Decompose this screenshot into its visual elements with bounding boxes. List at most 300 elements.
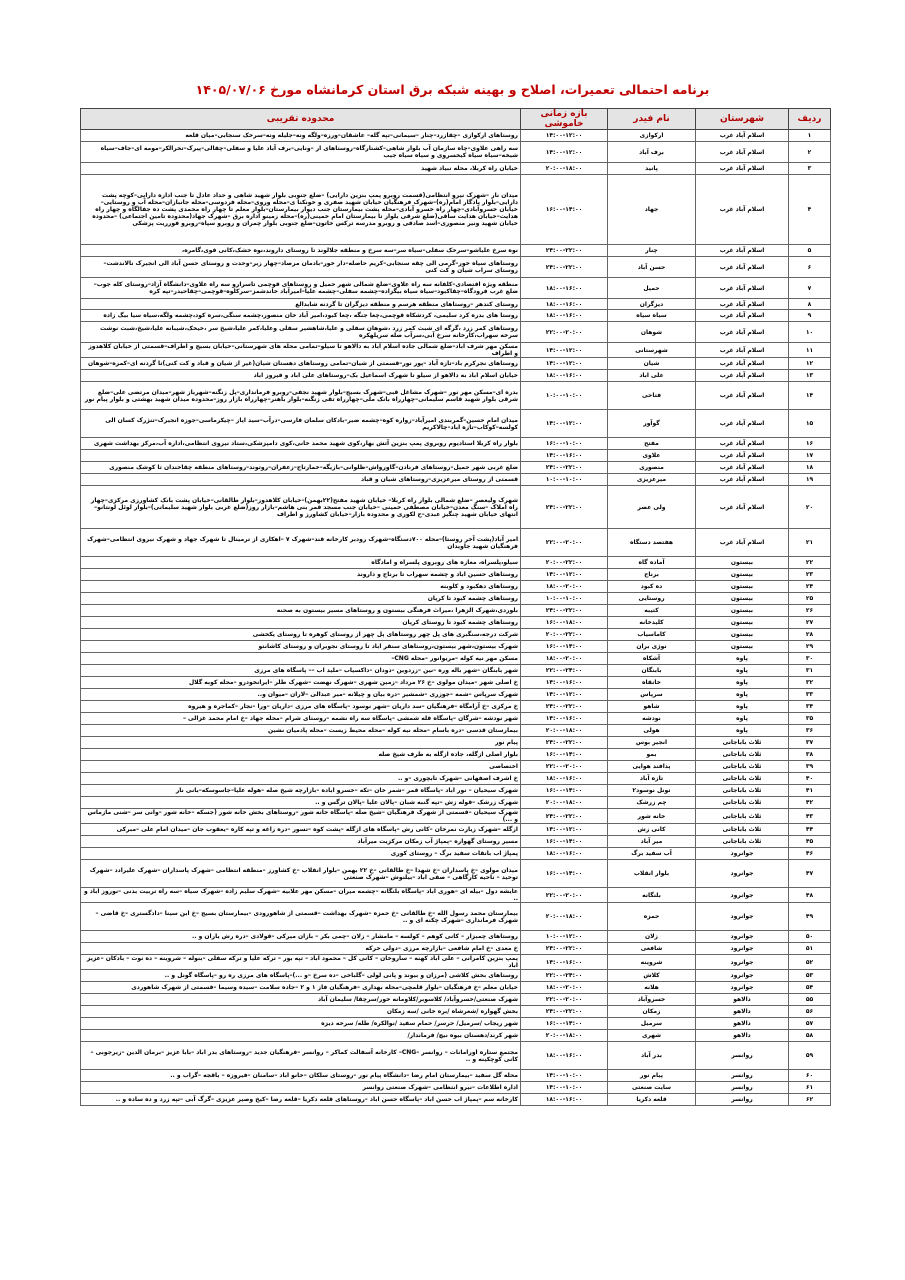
feeder-cell: زلان: [608, 931, 696, 943]
area-cell: مجتمع ستاره اورامانات – روانسر –CNG– کارخانه آسفالت کماکر – روانسر –فرهنگیان جدید –روستاهای بدر اباد –بابا عزیز –برمان الدین –زیرجوبی –کانی کوچکینه و ..: [81, 1042, 521, 1070]
area-cell: خیابان اسلام اباد به دالاهو از سیلو تا شهرک اسماعیل بک–روستاهای علی اباد و فیروز اباد: [81, 370, 521, 382]
feeder-cell: شوهان: [608, 322, 696, 343]
row-number-cell: ۵: [789, 245, 831, 257]
city-cell: اسلام آباد غرب: [696, 257, 789, 278]
time-cell: ۲۰:۰۰-۲۲:۰۰: [521, 557, 608, 569]
row-number-cell: ۴۷: [789, 860, 831, 888]
feeder-cell: بمو: [608, 749, 696, 761]
table-row: [81, 677, 831, 689]
area-cell: روستای کندهر –روستاهای منطقه هرسم و منطقه دیزگران تا گردنه شابدالغ: [81, 299, 521, 310]
table-row: [81, 278, 831, 299]
table-row: [81, 761, 831, 773]
time-cell: ۱۸:۰۰-۱۶:۰۰: [521, 848, 608, 860]
feeder-cell: تونل نوسود۲: [608, 785, 696, 797]
feeder-cell: جهاد: [608, 175, 696, 245]
time-cell: ۲۰:۰۰-۱۸:۰۰: [521, 797, 608, 809]
feeder-cell: هولی: [608, 725, 696, 737]
city-cell: اسلام آباد غرب: [696, 343, 789, 358]
time-cell: ۱۴:۰۰-۱۲:۰۰: [521, 824, 608, 836]
area-cell: مسکن مهر نیه کوله –مریوانور –محله CNG–: [81, 653, 521, 665]
row-number-cell: ۵۱: [789, 943, 831, 955]
row-number-cell: ۴۴: [789, 824, 831, 836]
row-number-cell: ۴۹: [789, 903, 831, 931]
outage-table: [80, 108, 831, 1106]
city-cell: بیستون: [696, 581, 789, 593]
table-row: [81, 701, 831, 713]
table-row: [81, 299, 831, 310]
time-cell: ۲۴:۰۰-۲۲:۰۰: [521, 1006, 608, 1018]
table-row: [81, 358, 831, 370]
area-cell: خ اشرف اصفهانی –شهرک تابچوری –و ..: [81, 773, 521, 785]
feeder-cell: میر آباد: [608, 836, 696, 848]
table-row: [81, 1030, 831, 1042]
area-cell: اداره اطلاعات –نیرو انتظامی –شهرک صنعتی روانسر: [81, 1082, 521, 1094]
table-row: [81, 1006, 831, 1018]
area-cell: محله گل سفید –بیمارستان امام رضا –دانشگاه پیام نور –روستای سلکان –خانو اباد –سامنان –فیروزه – باقجه –گراب و ..: [81, 1070, 521, 1082]
feeder-cell: تازه آباد: [608, 773, 696, 785]
city-cell: پاوه: [696, 701, 789, 713]
city-cell: بیستون: [696, 629, 789, 641]
table-row: [81, 943, 831, 955]
row-number-cell: ۴۱: [789, 785, 831, 797]
area-cell: کارخانه سم –پمپاژ اب حسن اباد –پاسگاه حسن اباد –روستاهای قلعه دکریا –قلعه رضا –کیخ وصیر عزیزی –گرگ آبی –تپه زرد و ده ساده و ..: [81, 1094, 521, 1106]
time-cell: ۱۴:۰۰-۱۶:۰۰: [521, 955, 608, 970]
city-cell: پاوه: [696, 653, 789, 665]
table-row: [81, 785, 831, 797]
feeder-cell: بلنگانه: [608, 888, 696, 903]
city-cell: اسلام آباد غرب: [696, 486, 789, 529]
table-row: [81, 860, 831, 888]
area-cell: خ معدی –خ امام شافعی –بازارچه مرزی –دولی خرکه: [81, 943, 521, 955]
time-cell: ۲۲:۰۰-۲۴:۰۰: [521, 970, 608, 982]
time-cell: ۱۸:۰۰-۲۰:۰۰: [521, 982, 608, 994]
time-cell: ۲۴:۰۰-۲۲:۰۰: [521, 245, 608, 257]
feeder-cell: شهرستانی: [608, 343, 696, 358]
table-row: [81, 175, 831, 245]
feeder-cell: سایت صنعتی: [608, 1082, 696, 1094]
header-row-num: ردیف: [789, 109, 831, 130]
area-cell: عایشه دول –بیله ای –هوری اباد –پاسگاه بلنگانه –چشمه میران –مسکن مهر علابیه –شهرک سلیم زاده –شهرک سیاه –سه راه تربیت بدنی –نوروز اباد و ..: [81, 888, 521, 903]
table-row: [81, 474, 831, 486]
area-cell: روستاهای حسین اباد و چشمه سهراب تا برناج و داروند: [81, 569, 521, 581]
area-cell: بدره ای–مسکن مهر نور –شهرک مشاغل قبی–شهرک بسیج–بلوار شهید نجفی–روبرو فرمانداری–پل زنگنه–شهرباز شهر–میدان مرتضی علی–ضلع شرقی بلوار شهید قاسم سلیمانی–چهارراه بانک ملی–چهارراه تقی زنگنه–بلوار باهنر–چهارراه بازار روز–محدوده میدان شهید بهشتی و بلوار پیام نور: [81, 382, 521, 410]
table-row: [81, 557, 831, 569]
feeder-cell: کلیدخانه: [608, 617, 696, 629]
time-cell: ۲۴:۰۰-۲۲:۰۰: [521, 701, 608, 713]
row-number-cell: ۳۴: [789, 701, 831, 713]
time-cell: ۲۴:۰۰-۲۲:۰۰: [521, 737, 608, 749]
city-cell: ثلاث باباجانی: [696, 785, 789, 797]
area-cell: بلوردی،شهرک الزهرا ،میراث فرهنگی بیستون و روستاهای مسیر بیستون به صحنه: [81, 605, 521, 617]
table-row: [81, 617, 831, 629]
feeder-cell: ده کبود: [608, 581, 696, 593]
table-row: [81, 322, 831, 343]
table-row: [81, 903, 831, 931]
area-cell: روستاهای چمبزار – کانی کوهم – کولسه – مامشار – زلان –چمی بکر – بازان میرکی –قولادی –دره رش یاران و ..: [81, 931, 521, 943]
area-cell: شهرک سرپاس –شمه –جوزری –شمشیر –دره بیان و چیلانه –میر عبدالی –لاران –میوان و..: [81, 689, 521, 701]
row-number-cell: ۱۸: [789, 462, 831, 474]
area-cell: روستاهای سیاه خور–گرمی الی چقه سنجابی–کریم حاصله–دار خور–بادمان مرصاد–چهار زبر–وحدت و روستای حسن آباد الی انجیرک نالاندشت–روستای سراب شیان و کت کنی: [81, 257, 521, 278]
row-number-cell: ۲: [789, 142, 831, 163]
row-number-cell: ۵۶: [789, 1006, 831, 1018]
row-number-cell: ۱۴: [789, 382, 831, 410]
row-number-cell: ۳۶: [789, 725, 831, 737]
table-row: [81, 142, 831, 163]
table-row: [81, 737, 831, 749]
feeder-cell: علاوی: [608, 450, 696, 462]
area-cell: خیابان راه کربلا، محله نبیاد شهید: [81, 163, 521, 175]
area-cell: نوه سرخ علیاشو–سرخک سفلی–سیاه سر–سه سرخ و منطقه جلالوند تا روستای داروند،نوه خشک،کانی قوی،گامره،: [81, 245, 521, 257]
row-number-cell: ۶۲: [789, 1094, 831, 1106]
row-number-cell: ۳۸: [789, 749, 831, 761]
time-cell: ۱۶:۰۰-۱۴:۰۰: [521, 175, 608, 245]
city-cell: اسلام آباد غرب: [696, 450, 789, 462]
time-cell: ۲۲:۰۰-۲۰:۰۰: [521, 761, 608, 773]
area-cell: شهر نودشه –شرگان –پاسگاه قله شمشی –پاسگاه سه راه نشمه –روستای شرام –محله جهاد –خ امام محمد غزالی –: [81, 713, 521, 725]
feeder-cell: خسروآباد: [608, 994, 696, 1006]
city-cell: اسلام آباد غرب: [696, 299, 789, 310]
area-cell: ازگله –شهرک زیارت نمرخان –کانی رش –پاسگاه های ازگله –پشت کوه –تسور –دره زاغه و تپه کاره –یعقوب جان –میدان امام علی –مبرکی: [81, 824, 521, 836]
time-cell: ۱۴:۰۰-۱۶:۰۰: [521, 450, 608, 462]
time-cell: ۲۰:۰۰-۱۸:۰۰: [521, 725, 608, 737]
city-cell: ثلاث باباجانی: [696, 797, 789, 809]
area-cell: بلوار اصلی ازگله، جاده ازگله به طرف شیخ صله: [81, 749, 521, 761]
area-cell: شهرک سیحیان – نور اباد –پاسگاه قمر –شمر خان –تکه –خسرو اباده –بازارچه شیخ صله –هوله علیا–جاسوسکه–بانی نار: [81, 785, 521, 797]
time-cell: ۱۸:۰۰-۲۰:۰۰: [521, 581, 608, 593]
area-cell: مسیر روستای گهواره –پمپاژ آب زمکان مرکزیت میرآباد: [81, 836, 521, 848]
time-cell: ۲۰:۰۰-۱۸:۰۰: [521, 1030, 608, 1042]
area-cell: بیمارستان محمد رسول الله –خ طالقانی –خ حمزه –شهرک بهداشت –قسمتی از شاهورودی –بیمارستان بسیج –خ ابن سینا –دادگستری –خ قاضی –شهرک فرمانداری –شهرک چکنه ای و ..: [81, 903, 521, 931]
feeder-cell: گوآور: [608, 410, 696, 438]
time-cell: ۱۴:۰۰-۱۲:۰۰: [521, 569, 608, 581]
row-number-cell: ۶۱: [789, 1082, 831, 1094]
time-cell: ۲۴:۰۰-۲۲:۰۰: [521, 257, 608, 278]
header-feeder: نام فیدر: [608, 109, 696, 130]
city-cell: اسلام آباد غرب: [696, 382, 789, 410]
area-cell: پمپ بنزین کامرانی – علی اباد کهنه – ساروخان – کانی کل – محمود اباد – تپه بور – ترکه علیا و ترکه سفلی –بنوله – شروینه – ده نوت – بادکان –عزیز اباد: [81, 955, 521, 970]
row-number-cell: ۱۹: [789, 474, 831, 486]
row-number-cell: ۴: [789, 175, 831, 245]
city-cell: اسلام آباد غرب: [696, 474, 789, 486]
table-row: [81, 245, 831, 257]
row-number-cell: ۳۰: [789, 653, 831, 665]
feeder-cell: سرمیل: [608, 1018, 696, 1030]
header-city: شهرستان: [696, 109, 789, 130]
time-cell: ۲۲:۰۰-۲۰:۰۰: [521, 888, 608, 903]
table-row: [81, 438, 831, 450]
table-row: [81, 569, 831, 581]
feeder-cell: منصوری: [608, 462, 696, 474]
table-row: [81, 382, 831, 410]
table-row: [81, 486, 831, 529]
table-row: [81, 713, 831, 725]
table-row: [81, 130, 831, 142]
area-cell: شهر بابنگان –شهر باله وره –نین –زردوین –دودان –داکسیاب –ملید اب –– پاسگاه های مرزی: [81, 665, 521, 677]
table-row: [81, 773, 831, 785]
table-row: [81, 749, 831, 761]
row-number-cell: ۲۶: [789, 605, 831, 617]
row-number-cell: ۱۰: [789, 322, 831, 343]
city-cell: اسلام آباد غرب: [696, 175, 789, 245]
city-cell: پاوه: [696, 677, 789, 689]
city-cell: پاوه: [696, 713, 789, 725]
city-cell: بیستون: [696, 605, 789, 617]
area-cell: میدان امام حسین–گمربندی امیرآباد–زواره کوه–چشمه ضیر–بادکان سلمان فارسی–درآب–سید ایاز –چیکرماسی–جوزه انجیرک–تنژرک کسان الی کولسه–کوکاب–تازه اباد–چالاکریم: [81, 410, 521, 438]
time-cell: ۱۶:۰۰-۱۴:۰۰: [521, 749, 608, 761]
row-number-cell: ۳: [789, 163, 831, 175]
feeder-cell: دیزگران: [608, 299, 696, 310]
time-cell: ۱۸:۰۰-۱۶:۰۰: [521, 370, 608, 382]
row-number-cell: ۵۳: [789, 970, 831, 982]
time-cell: ۱۴:۰۰-۱۰:۰۰: [521, 1082, 608, 1094]
table-row: [81, 955, 831, 970]
time-cell: ۲۲:۰۰-۲۰:۰۰: [521, 322, 608, 343]
city-cell: پاوه: [696, 689, 789, 701]
table-header-row: [81, 109, 831, 130]
row-number-cell: ۴۵: [789, 836, 831, 848]
time-cell: ۱۶:۰۰-۱۴:۰۰: [521, 785, 608, 797]
row-number-cell: ۳۵: [789, 713, 831, 725]
time-cell: ۲۲:۰۰-۲۰:۰۰: [521, 529, 608, 557]
area-cell: بخش گهواره /شعرشاه /بره خانی /سه زمکان: [81, 1006, 521, 1018]
area-cell: روستاهای ارکوازی –چقازرد–چنار –سیمانی–تپه گله– عاشقان–ورزه–ولگه ونه–جلیله ونه–سرخک سنجابی–میان قلعه: [81, 130, 521, 142]
row-number-cell: ۲۵: [789, 593, 831, 605]
table-row: [81, 824, 831, 836]
feeder-cell: شاهو: [608, 701, 696, 713]
feeder-cell: فتاحی: [608, 382, 696, 410]
row-number-cell: ۱۳: [789, 370, 831, 382]
area-cell: شرکت درجه،سنگبری های پل چهر روستاهای پل چهر از روستای کوهره تا روستای یکخشی: [81, 629, 521, 641]
area-cell: بلوار راه کربلا استادیوم روبروی پمپ بنزین آتش بهار،کوی شهید محمد خانی،کوی دامپزشکی،ستاد نیروی انتظامی،اداره آب،مرکز بهداشت شهری: [81, 438, 521, 450]
row-number-cell: ۱۱: [789, 343, 831, 358]
feeder-cell: برناج: [608, 569, 696, 581]
page-title: برنامه احتمالی تعمیرات، اصلاح و بهینه شبکه برق استان کرمانشاه مورخ ۱۴۰۵/۰۷/۰۶: [195, 82, 710, 97]
time-cell: ۲۴:۰۰-۲۲:۰۰: [521, 809, 608, 824]
city-cell: اسلام آباد غرب: [696, 130, 789, 142]
table-row: [81, 848, 831, 860]
time-cell: ۱۸:۰۰-۱۶:۰۰: [521, 299, 608, 310]
city-cell: بیستون: [696, 557, 789, 569]
city-cell: دالاهو: [696, 1018, 789, 1030]
table-row: [81, 689, 831, 701]
time-cell: ۱۴:۰۰-۱۲:۰۰: [521, 410, 608, 438]
time-cell: ۱۰:۰۰-۱۲:۰۰: [521, 931, 608, 943]
row-number-cell: ۲۱: [789, 529, 831, 557]
row-number-cell: ۱۲: [789, 358, 831, 370]
time-cell: ۱۶:۰۰-۱۴:۰۰: [521, 836, 608, 848]
time-cell: ۱۴:۰۰-۱۲:۰۰: [521, 358, 608, 370]
feeder-cell: شهری: [608, 1030, 696, 1042]
feeder-cell: بدر آباد: [608, 1042, 696, 1070]
row-number-cell: ۲۹: [789, 641, 831, 653]
feeder-cell: سرپاس: [608, 689, 696, 701]
city-cell: اسلام آباد غرب: [696, 163, 789, 175]
city-cell: ثلاث باباجانی: [696, 761, 789, 773]
feeder-cell: خانقاه: [608, 677, 696, 689]
table-row: [81, 836, 831, 848]
row-number-cell: ۳۹: [789, 761, 831, 773]
time-cell: ۱۸:۰۰-۱۶:۰۰: [521, 310, 608, 322]
table-row: [81, 809, 831, 824]
city-cell: پاوه: [696, 725, 789, 737]
table-row: [81, 163, 831, 175]
feeder-cell: حمیل: [608, 278, 696, 299]
city-cell: اسلام آباد غرب: [696, 278, 789, 299]
area-cell: میدان مولوی –خ پاسداران –خ شهدا –خ طالقانی –خ ۲۲ بهمن –بلوار انقلاب –خ کشاورز –منطقه انتظامی –شهرک پاسداران –شهرک علیرادد –شهرک توحید – ناحیه کارگاهی – صفی اباد –بیلنوش –شهرک صنعتی: [81, 860, 521, 888]
area-cell: روستاهای نجرکرم باد–تازه آباد –پور نور–قسمتی از شیان–تمامی روستاهای دهستان شیان(غیر از شیان و قباد و کت کنی)تا گردنه ای–کمره–شوهان: [81, 358, 521, 370]
city-cell: روانسر: [696, 1042, 789, 1070]
feeder-cell: حمزه: [608, 903, 696, 931]
table-row: [81, 581, 831, 593]
city-cell: روانسر: [696, 1094, 789, 1106]
feeder-cell: روستایی: [608, 593, 696, 605]
time-cell: ۱۸:۰۰-۱۶:۰۰: [521, 1042, 608, 1070]
table-row: [81, 641, 831, 653]
feeder-cell: میرعزیزی: [608, 474, 696, 486]
area-cell: سیلو،پلسراه، مغازه های روبروی پلسراه و امادگاه: [81, 557, 521, 569]
area-cell: خ مرکزی –خ آرامگاه –فرهنگیان –سد داریان –شهر نوسود –پاسگاه های مرزی –داریان –ورا –نجار –کماجره و هیروه: [81, 701, 521, 713]
row-number-cell: ۳۱: [789, 665, 831, 677]
area-cell: میدان نار –شهرک نیرو انتظامی(قسمت روبرو پمپ بنزین دارایی) –ضلع جنوبی بلوار شهید شاهی و حداد عادل تا جنب اداره دارایی–کوچه پشت دارایی–بلوار یادگار امام(ره)–شهرک فرهنگیان خیابان شهید صفری و خونکنا ی–محله وروی–محله فردوسی–محله جانبازان–محله آب و روستایی–خیابان خسروآبادی–چهار راه خسرو آبادی–محله پشت بیمارستان جنب دیوار بیمارستان–بلوار معلم تا چهار راه محمدی پشت ده جفالگاه و چهار راه هدایت–خیابان هدایت ساقی(ضلع شرقی بلوار تا بیمارستان امام خمینی(ره)–محله زمینو اداره برق –شهرک جهاد(محدوده تامین اجتماعی) –محدوده خیابان شهید ونیر منصوری–اسد صادقی و روبرو مدرسه ترکس خاتون–ضلع جنوبی بلوار چمران و روبرو سپاه–روبرو فورریت پزشکی: [81, 175, 521, 245]
table-row: [81, 1018, 831, 1030]
city-cell: اسلام آباد غرب: [696, 410, 789, 438]
city-cell: جوانرود: [696, 903, 789, 931]
area-cell: بیمارستان قدسی –دره باسام –محله نیه کوله –محله محیط زیست –محله پادمیان نشین: [81, 725, 521, 737]
area-cell: خیابان معلم –خ فرهنگیان –بلوار قلمچی–محله بهداری –فرهنگیان فاز ۱ و ۲ –جاده سلامت –سیده وسیما –قسمتی از شهرک شاهوردی: [81, 982, 521, 994]
city-cell: بیستون: [696, 593, 789, 605]
city-cell: پاوه: [696, 665, 789, 677]
row-number-cell: ۴۶: [789, 848, 831, 860]
area-cell: روستاهای دهکبود و کلوبنه: [81, 581, 521, 593]
city-cell: روانسر: [696, 1070, 789, 1082]
row-number-cell: ۳۳: [789, 689, 831, 701]
time-cell: ۲۴:۰۰-۲۲:۰۰: [521, 462, 608, 474]
feeder-cell: ولی عصر: [608, 486, 696, 529]
city-cell: اسلام آباد غرب: [696, 358, 789, 370]
city-cell: جوانرود: [696, 955, 789, 970]
feeder-cell: سیاه سیاه: [608, 310, 696, 322]
table-row: [81, 982, 831, 994]
time-cell: ۲۲:۰۰-۲۴:۰۰: [521, 665, 608, 677]
table-row: [81, 605, 831, 617]
time-cell: ۱۸:۰۰-۱۶:۰۰: [521, 773, 608, 785]
area-cell: روستاهای کمر زرد ،گرگه ای شبت کمر زرد ،شوهان سفلی و علیا،شاهشیر سفلی وعلیا،کمر علیا،شیخ سر ،خیخک،شیبانه علیا،شیخ،شبت نوشت سرخه سهراب،کارخانه سرخ آبی،سرآب صله سریلهکره: [81, 322, 521, 343]
row-number-cell: ۸: [789, 299, 831, 310]
time-cell: ۲۰:۰۰-۱۸:۰۰: [521, 903, 608, 931]
time-cell: ۱۸:۰۰-۱۶:۰۰: [521, 278, 608, 299]
row-number-cell: ۱۶: [789, 438, 831, 450]
city-cell: دالاهو: [696, 994, 789, 1006]
table-row: [81, 1094, 831, 1106]
area-cell: شهرک ولیعصر –ضلع شمالی بلوار راه کربلا– خیابان شهید مفتح(۲۲بهمن)–خیابان کلاهدوز–بلوار طالقانی–خیابان پشت بانک کشاورزی مرکزی–چهار راه املاک –سنگ معدن–خیابان مصطفی خمینی –خیابان جنب مسجد قمر بنی هاشم–بازار روز(ضلع غربی بلوار شهید سلیمانی)–بلوار لوئل لونتانو–انتهای خیابان شهید چنگیز عبدی–ح لکوری و محدوده بازار–خیابان کشاورز و اطراف: [81, 486, 521, 529]
time-cell: ۱۰:۰۰-۱۰:۰۰: [521, 593, 608, 605]
row-number-cell: ۲۰: [789, 486, 831, 529]
feeder-cell: برف آباد: [608, 142, 696, 163]
feeder-cell: مفتح: [608, 438, 696, 450]
row-number-cell: ۵۵: [789, 994, 831, 1006]
time-cell: ۱۴:۰۰-۱۲:۰۰: [521, 343, 608, 358]
feeder-cell: کانی زش: [608, 824, 696, 836]
feeder-cell: هلانه: [608, 982, 696, 994]
city-cell: جوانرود: [696, 888, 789, 903]
feeder-cell: قلعه دکریا: [608, 1094, 696, 1106]
city-cell: جوانرود: [696, 982, 789, 994]
feeder-cell: نودشه: [608, 713, 696, 725]
row-number-cell: ۴۸: [789, 888, 831, 903]
time-cell: ۱۴:۰۰-۱۶:۰۰: [521, 713, 608, 725]
row-number-cell: ۲۸: [789, 629, 831, 641]
feeder-cell: هفتصد دستگاه: [608, 529, 696, 557]
table-row: [81, 629, 831, 641]
table-row: [81, 725, 831, 737]
area-cell: سه راهی علاوی–چاه سازمان آب بلوار شاهی–کشتارگاه–روستاهای ار –ونایی–برف آباد علیا و سفلی–چقالی–پیرک–تخرالکر–مومه ای–جاف–سیاه شیخه–سیاه سیاه کیخسروی و سیاه سیاه جیب: [81, 142, 521, 163]
table-row: [81, 1042, 831, 1070]
city-cell: دالاهو: [696, 1030, 789, 1042]
time-cell: ۱۰:۰۰-۱۰:۰۰: [521, 382, 608, 410]
table-row: [81, 410, 831, 438]
area-cell: پیام نور: [81, 737, 521, 749]
row-number-cell: ۵۷: [789, 1018, 831, 1030]
city-cell: ثلاث باباجانی: [696, 809, 789, 824]
time-cell: ۱۶:۰۰-۱۴:۰۰: [521, 641, 608, 653]
area-cell: ضلع غربی شهر حمیل–روستاهای فرنادن–گاورواش–ظلوانی–بازیگه–خمارتاج–زعفران–روتوند–روستاهای منطقه چقاخندان تا کوشک منصوری: [81, 462, 521, 474]
feeder-cell: ارکوازی: [608, 130, 696, 142]
table-row: [81, 370, 831, 382]
area-cell: روستاهای چشمه کبود تا کرپان: [81, 593, 521, 605]
city-cell: اسلام آباد غرب: [696, 370, 789, 382]
area-cell: شهرک زرشک –قوله زش –تپه گنبه شبان –پالان علیا –پالان ترگس و ..: [81, 797, 521, 809]
time-cell: ۲۴:۰۰-۲۲:۰۰: [521, 605, 608, 617]
feeder-cell: پیام نور: [608, 1070, 696, 1082]
row-number-cell: ۴۰: [789, 773, 831, 785]
row-number-cell: ۱۵: [789, 410, 831, 438]
city-cell: اسلام آباد غرب: [696, 245, 789, 257]
city-cell: اسلام آباد غرب: [696, 529, 789, 557]
city-cell: روانسر: [696, 1082, 789, 1094]
city-cell: اسلام آباد غرب: [696, 462, 789, 474]
table-row: [81, 343, 831, 358]
row-number-cell: ۲۳: [789, 569, 831, 581]
area-cell: خ اصلی شهر –میدان مولوی –خ ۲۶ مرداد –زمین شهری –شهرک نهضت –شهرک طلر –ایرانخودرو –محله کوبه گلال: [81, 677, 521, 689]
feeder-cell: علی اباد: [608, 370, 696, 382]
city-cell: بیستون: [696, 617, 789, 629]
row-number-cell: ۶: [789, 257, 831, 278]
feeder-cell: پانید: [608, 163, 696, 175]
city-cell: ثلاث باباجانی: [696, 824, 789, 836]
header-time: بازه زمانی خاموشی: [521, 109, 608, 130]
row-number-cell: ۵۴: [789, 982, 831, 994]
table-row: [81, 257, 831, 278]
time-cell: ۱۰:۰۰-۱۰:۰۰: [521, 474, 608, 486]
area-cell: پمپاژ اب بانقات سفید برگ – روستای کوری: [81, 848, 521, 860]
city-cell: جوانرود: [696, 931, 789, 943]
table-row: [81, 593, 831, 605]
city-cell: بیستون: [696, 569, 789, 581]
city-cell: جوانرود: [696, 943, 789, 955]
city-cell: ثلاث باباجانی: [696, 773, 789, 785]
area-cell: شهرک سیحیان –قسمتی از شهرک فرهنگیان –شیخ صله –پاسگاه خانه شور –روستاهای بخش خانه شور (جسکه –خانه شور –وانی سر –شنی مازماس و ...): [81, 809, 521, 824]
time-cell: ۱۴:۰۰-۱۶:۰۰: [521, 677, 608, 689]
time-cell: ۱۸:۰۰-۲۰:۰۰: [521, 653, 608, 665]
table-row: [81, 970, 831, 982]
header-area: محدوده تقریبی: [81, 109, 521, 130]
time-cell: ۱۴:۰۰-۱۲:۰۰: [521, 130, 608, 142]
row-number-cell: ۵۹: [789, 1042, 831, 1070]
table-row: [81, 1070, 831, 1082]
table-body: [81, 130, 831, 1106]
area-cell: [81, 450, 521, 462]
city-cell: اسلام آباد غرب: [696, 322, 789, 343]
